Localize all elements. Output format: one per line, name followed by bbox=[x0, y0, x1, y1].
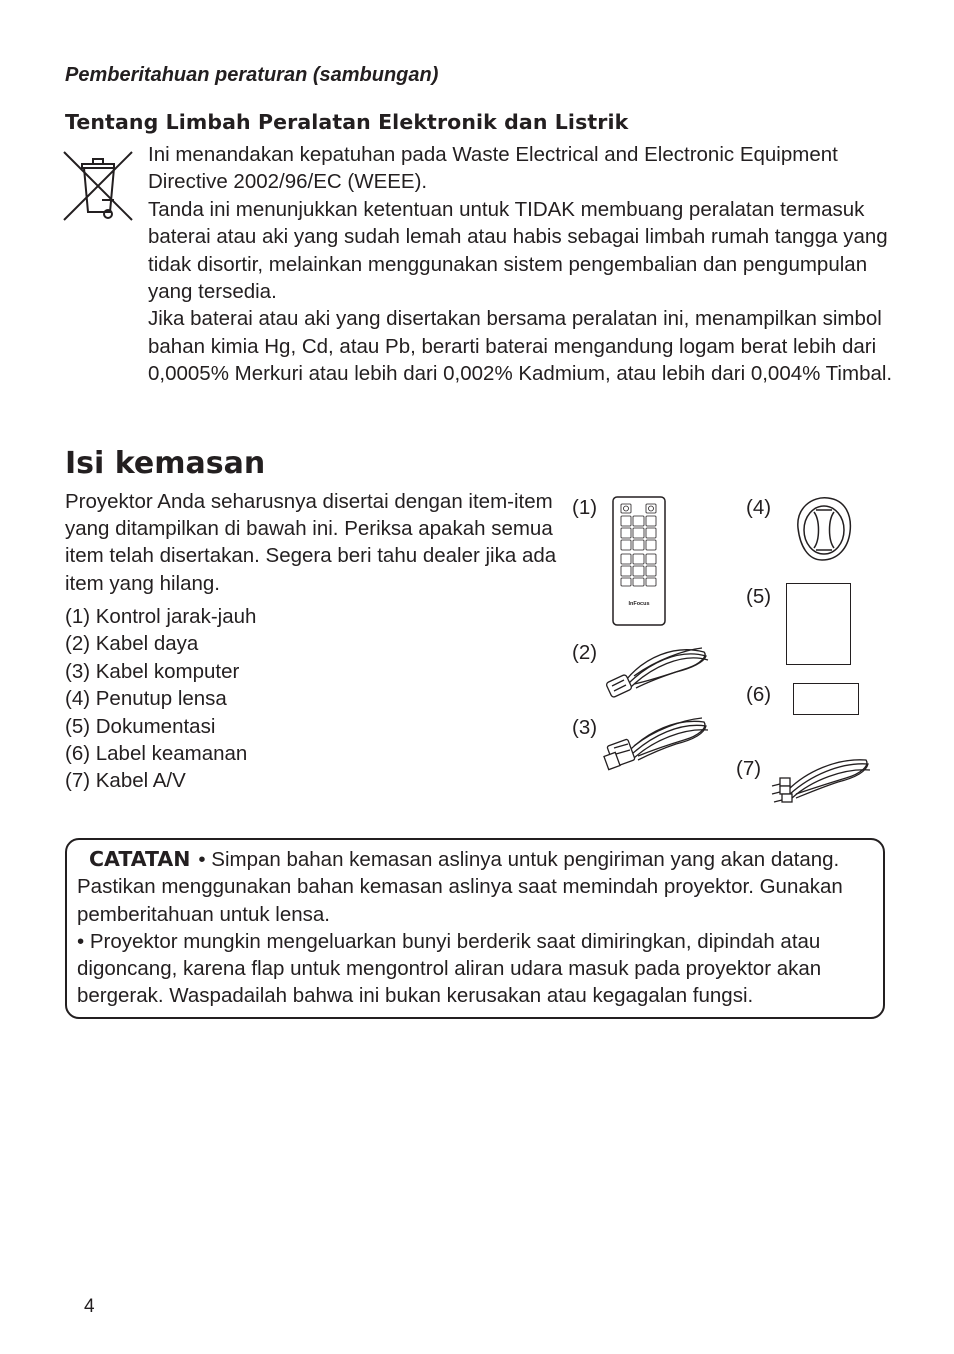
package-intro: Proyektor Anda seharusnya disertai dengan item-item yang ditampilkan di bawah ini. Periksa apakah semua item telah disertakan. Segera beri tahu dealer jika ada item yang hilang. bbox=[65, 490, 557, 595]
documentation-icon bbox=[786, 583, 851, 665]
weee-paragraph: Ini menandakan kepatuhan pada Waste Electrical and Electronic Equipment Directive 2002/96/EC (WEEE). bbox=[148, 143, 838, 194]
list-item: (7) Kabel A/V bbox=[65, 769, 186, 793]
list-item: (2) Kabel daya bbox=[65, 632, 199, 656]
weee-paragraph: Tanda ini menunjukkan ketentuan untuk TIDAK membuang peralatan termasuk baterai atau aki yang sudah lemah atau habis sebagai limbah rumah tangga yang tidak disortir, melainkan menggunakan sistem pengembalian dan pengumpulan yang tersedia. bbox=[148, 197, 888, 304]
security-label-icon bbox=[793, 683, 859, 715]
weee-paragraph: Jika baterai atau aki yang disertakan bersama peralatan ini, menampilkan simbol bahan kimia Hg, Cd, atau Pb, berarti baterai mengandung logam berat lebih dari 0,0005% Merkuri atau lebih dari 0,002% Kadmium, atau lebih dari 0,004% Timbal. bbox=[148, 307, 893, 386]
note-paragraph bbox=[77, 846, 885, 928]
list-item: (3) Kabel komputer bbox=[65, 659, 240, 683]
page-header-title: Pemberitahuan peraturan (sambungan) bbox=[65, 64, 439, 86]
note-paragraph: • Proyektor mungkin mengeluarkan bunyi berderik saat dimiringkan, dipindah atau digoncang, karena flap untuk mengontrol aliran udara masuk pada proyektor akan bergerak. Waspadailah bahwa ini bukan kerusakan atau kegagalan fungsi. bbox=[77, 929, 822, 1008]
list-item: (5) Dokumentasi bbox=[65, 714, 216, 738]
figure-label-7: (7) bbox=[736, 757, 762, 780]
page-number: 4 bbox=[84, 1296, 95, 1317]
crossed-out-wheelie-bin-icon bbox=[62, 150, 136, 224]
figure-label-1: (1) bbox=[572, 496, 598, 519]
power-cable-icon bbox=[604, 638, 710, 700]
note-label: CATATAN bbox=[89, 847, 191, 871]
figure-label-4: (4) bbox=[746, 496, 772, 519]
note-first-text: • Simpan bahan kemasan aslinya untuk pengiriman yang akan datang. Pastikan menggunakan bahan kemasan aslinya saat memindah proyektor. Gunakan pemberitahuan untuk lensa. bbox=[77, 848, 843, 926]
figure-label-3: (3) bbox=[572, 716, 598, 739]
figure-label-5: (5) bbox=[746, 585, 772, 608]
section-title: Isi kemasan bbox=[65, 446, 266, 481]
lens-cap-icon bbox=[794, 494, 854, 564]
package-item-list bbox=[65, 603, 256, 795]
list-item: (1) Kontrol jarak-jauh bbox=[65, 605, 257, 628]
remote-control-icon bbox=[612, 496, 666, 626]
figure-label-2: (2) bbox=[572, 641, 598, 664]
remote-brand-text: InFocus bbox=[628, 601, 650, 607]
weee-heading: Tentang Limbah Peralatan Elektronik dan Listrik bbox=[65, 110, 629, 134]
figure-label-6: (6) bbox=[746, 683, 772, 706]
weee-description bbox=[148, 141, 908, 388]
computer-cable-icon bbox=[604, 714, 710, 776]
av-cable-icon bbox=[766, 752, 872, 812]
note-content bbox=[77, 846, 885, 1010]
list-item: (6) Label keamanan bbox=[65, 742, 248, 766]
list-item: (4) Penutup lensa bbox=[65, 687, 227, 711]
